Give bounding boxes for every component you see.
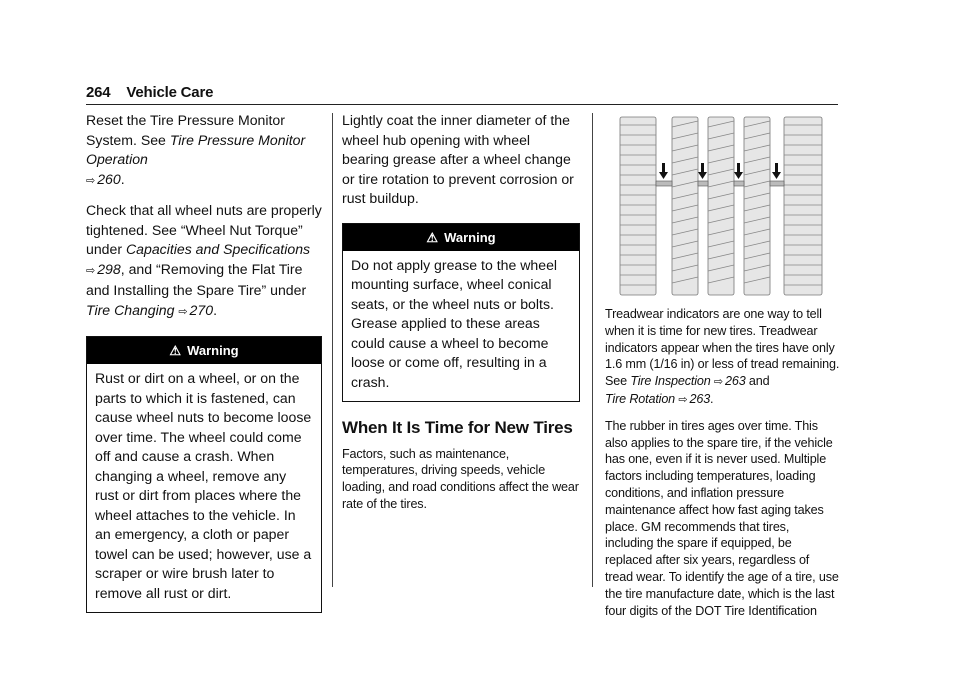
paragraph-treadwear-indicators: Treadwear indicators are one way to tell when it is time for new tires. Treadwear indicators appear when the tires have only 1.6 mm (1/16 in) or less of tread remaining. See Tire Inspection ⇨ 263 and Tire Rotation ⇨ 263. xyxy=(605,307,840,406)
wear-bar-4 xyxy=(770,181,784,186)
paragraph-wear-factors: Factors, such as maintenance, temperatures, driving speeds, vehicle loading, and road conditions affect the wear rate of the tires. xyxy=(342,446,579,511)
wear-bar-3 xyxy=(734,181,744,186)
page-ref-260[interactable]: 260 xyxy=(97,170,121,187)
link-tire-rotation[interactable]: Tire Rotation xyxy=(605,391,676,406)
warning-body: Do not apply grease to the wheel mounting surface, wheel conical seats, or the wheel nuts or bolts. Grease applied to these areas could cause a wheel to become loose or come off, resulting in a crash. xyxy=(351,256,558,390)
down-arrow-icon xyxy=(698,163,707,179)
page-reference-arrow-icon: ⇨ xyxy=(86,264,96,277)
tread-rib-5 xyxy=(784,117,822,295)
down-arrow-icon xyxy=(734,163,743,179)
header-rule xyxy=(86,104,838,105)
column-divider-2 xyxy=(592,113,593,587)
paragraph-wheel-nuts: Check that all wheel nuts are properly tightened. See “Wheel Nut Torque” under Capacities and Specifications ⇨ 298, and “Removing the Flat Tire and Installing the Spare Tire” under Tire Changing ⇨ 270. xyxy=(86,202,322,318)
wear-bar-1 xyxy=(656,181,672,186)
column-2 xyxy=(342,111,580,523)
page-ref-270[interactable]: 270 xyxy=(189,301,214,318)
page-reference-arrow-icon: ⇨ xyxy=(678,393,688,406)
warning-box-grease xyxy=(342,223,580,403)
down-arrow-icon xyxy=(659,163,668,179)
page-reference-arrow-icon: ⇨ xyxy=(86,174,96,187)
warning-triangle-icon: ⚠ xyxy=(426,229,439,245)
page-ref-298[interactable]: 298 xyxy=(97,260,121,277)
paragraph-grease: Lightly coat the inner diameter of the wheel hub opening with wheel bearing grease after a wheel change or tire rotation to prevent corrosion or rust buildup. xyxy=(342,112,574,206)
warning-box-rust xyxy=(86,336,322,613)
column-3 xyxy=(605,306,840,628)
paragraph-tire-aging: The rubber in tires ages over time. This also applies to the spare tire, if the vehicle has one, even if it is never used. Multiple factors including temperatures, loading conditions, and inflation pressure maintenance affect how fast aging takes place. GM recommends that tires, including the spare if equipped, be replaced after six years, regardless of tread wear. To identify the age of a tire, use the tire manufacture date, which is the last four digits of the DOT Tire Identification xyxy=(605,418,839,618)
warning-body: Rust or dirt on a wheel, or on the parts to which it is fastened, can cause wheel nuts to become loose over time. The wheel could come off and cause a crash. When changing a wheel, remove any rust or dirt from places where the wheel attaches to the vehicle. In an emergency, a cloth or paper towel can be used; however, use a scraper or wire brush later to remove all rust or dirt. xyxy=(95,370,312,601)
treadwear-indicator-illustration xyxy=(616,115,826,300)
paragraph-reset-tpms: Reset the Tire Pressure Monitor System. See Tire Pressure Monitor Operation ⇨ 260. xyxy=(86,112,306,187)
page-reference-arrow-icon: ⇨ xyxy=(178,305,188,318)
link-capacities[interactable]: Capacities and Specifications xyxy=(125,241,311,257)
section-heading-new-tires: When It Is Time for New Tires xyxy=(342,418,573,437)
section-title: Vehicle Care xyxy=(126,84,214,101)
warning-header: ⚠ Warning xyxy=(87,337,321,364)
down-arrow-icon xyxy=(772,163,781,179)
column-divider-1 xyxy=(332,113,333,587)
warning-header: ⚠ Warning xyxy=(343,224,579,251)
page-header xyxy=(86,84,213,101)
page-ref-263b[interactable]: 263 xyxy=(689,391,711,406)
page-reference-arrow-icon: ⇨ xyxy=(713,376,723,389)
wear-bar-2 xyxy=(698,181,708,186)
link-tire-inspection[interactable]: Tire Inspection xyxy=(630,374,711,389)
link-tire-changing[interactable]: Tire Changing xyxy=(86,301,175,318)
tread-rib-1 xyxy=(620,117,656,295)
page-number: 264 xyxy=(86,84,111,101)
warning-triangle-icon: ⚠ xyxy=(169,343,182,358)
page-ref-263a[interactable]: 263 xyxy=(725,374,746,389)
column-1 xyxy=(86,111,322,623)
link-tpms-operation[interactable]: Tire Pressure Monitor Operation xyxy=(86,131,306,167)
